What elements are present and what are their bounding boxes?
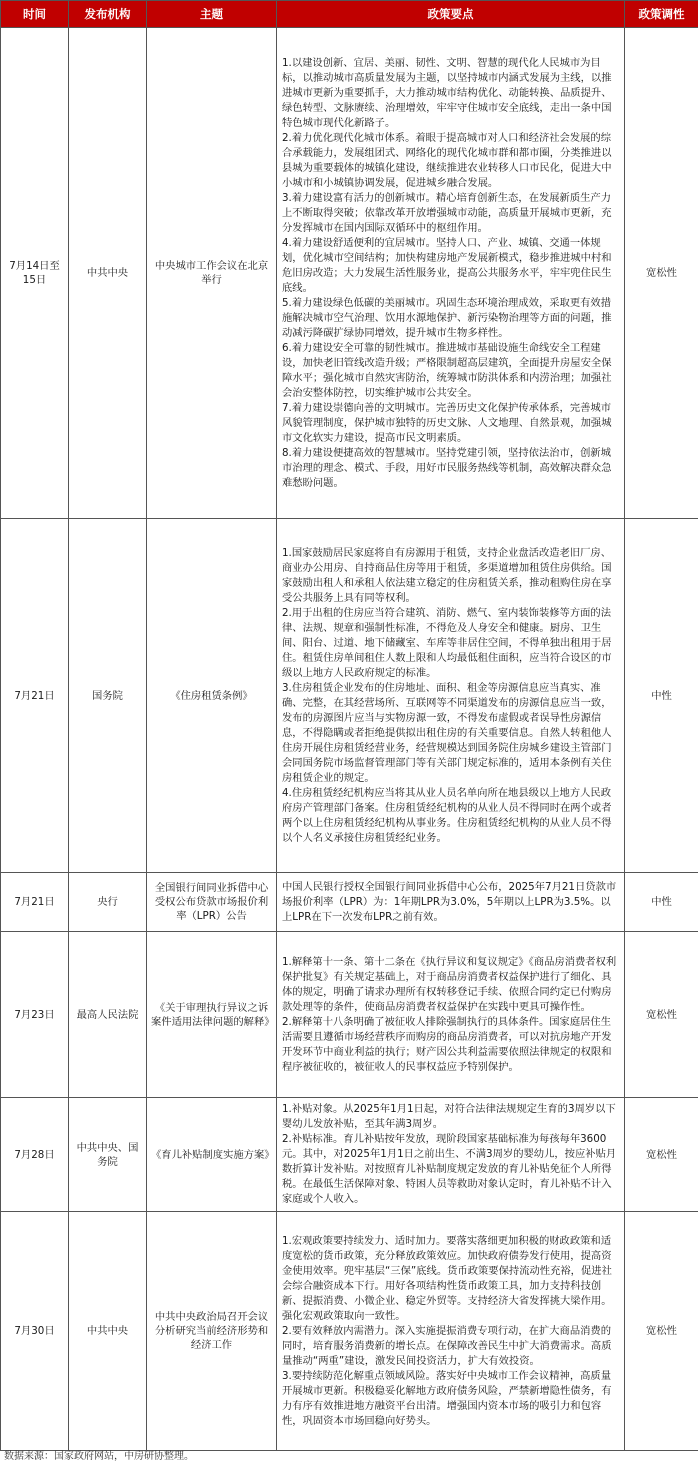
row-agency: 央行 <box>69 873 147 932</box>
row-points <box>277 1098 625 1212</box>
row-topic: 中央城市工作会议在北京举行 <box>147 28 277 519</box>
row-tone: 中性 <box>625 519 698 873</box>
policy-point: 4.着力建设舒适便利的宜居城市。坚持人口、产业、城镇、交通一体规划，优化城市空间结构；加快构建房地产发展新模式，稳步推进城中村和危旧房改造；大力发展生活性服务业，提高公共服务水平，牢牢兜住民生底线。 <box>282 236 612 294</box>
policy-point: 1.补贴对象。从2025年1月1日起，对符合法律法规规定生育的3周岁以下婴幼儿发放补贴，至其年满3周岁。 <box>282 1103 616 1130</box>
row-time: 7月14日至15日 <box>1 28 69 519</box>
row-tone: 中性 <box>625 873 698 932</box>
policy-point: 3.着力建设富有活力的创新城市。精心培育创新生态，在发展新质生产力上不断取得突破；依靠改革开放增强城市动能，高质量开展城市更新，充分发挥城市在国内国际双循环中的枢纽作用。 <box>282 191 612 234</box>
row-topic: 《育儿补贴制度实施方案》 <box>147 1098 277 1212</box>
row-points <box>277 932 625 1098</box>
row-agency: 国务院 <box>69 519 147 873</box>
table-header-row <box>1 1 698 28</box>
row-agency: 中共中央、国务院 <box>69 1098 147 1212</box>
row-tone: 宽松性 <box>625 932 698 1098</box>
policy-point: 1.解释第十一条、第十二条在《执行异议和复议规定》《商品房消费者权利保护批复》有关规定基础上，对于商品房消费者权益保护进行了细化、具体的规定，明确了请求办理所有权转移登记手续、依照合同约定已付购房款处理等的条件，使商品房消费者权益保护在实践中更具可操作性。 <box>282 955 617 1013</box>
table-row <box>1 932 698 1098</box>
row-agency: 中共中央 <box>69 1212 147 1451</box>
row-tone: 宽松性 <box>625 1212 698 1451</box>
policy-point: 5.着力建设绿色低碳的美丽城市。巩固生态环境治理成效，采取更有效措施解决城市空气治理、饮用水源地保护、新污染物治理等方面的问题，推动减污降碳扩绿协同增效，提升城市生物多样性。 <box>282 296 612 339</box>
source-note: 数据来源：国家政府网站，中房研协整理。 <box>4 1451 194 1462</box>
row-time: 7月28日 <box>1 1098 69 1212</box>
policy-point: 8.着力建设便捷高效的智慧城市。坚持党建引领，坚持依法治市，创新城市治理的理念、模式、手段，用好市民服务热线等机制，高效解决群众急难愁盼问题。 <box>282 446 612 489</box>
header-agency: 发布机构 <box>69 1 147 28</box>
policy-point: 3.住房租赁企业发布的住房地址、面积、租金等房源信息应当真实、准确、完整，在其经营场所、互联网等不同渠道发布的房源信息应当一致，发布的房源图片应当与实物房源一致，不得发布虚假或者误导性房源信息，不得隐瞒或者拒绝提供拟出租住房的有关重要信息。自然人转租他人住房开展住房租赁经营业务，经营规模达到国务院住房城乡建设主管部门会同国务院市场监督管理部门等有关部门规定标准的，适用本条例有关住房租赁企业的规定。 <box>282 681 612 784</box>
header-tone: 政策调性 <box>625 1 698 28</box>
header-points: 政策要点 <box>277 1 625 28</box>
row-time: 7月21日 <box>1 873 69 932</box>
policy-point: 7.着力建设崇德向善的文明城市。完善历史文化保护传承体系，完善城市风貌管理制度，保护城市独特的历史文脉、人文地理、自然景观，加强城市文化软实力建设，提高市民文明素质。 <box>282 401 612 444</box>
policy-point: 中国人民银行授权全国银行间同业拆借中心公布，2025年7月21日贷款市场报价利率（LPR）为：1年期LPR为3.0%，5年期以上LPR为3.5%。以上LPR在下一次发布LPR之前有效。 <box>282 880 617 923</box>
row-points <box>277 873 625 932</box>
row-time: 7月21日 <box>1 519 69 873</box>
table-row <box>1 1098 698 1212</box>
row-agency: 中共中央 <box>69 28 147 519</box>
row-time: 7月30日 <box>1 1212 69 1451</box>
row-topic: 《关于审理执行异议之诉案件适用法律问题的解释》 <box>147 932 277 1098</box>
row-points <box>277 519 625 873</box>
row-time: 7月23日 <box>1 932 69 1098</box>
row-agency: 最高人民法院 <box>69 932 147 1098</box>
policy-point: 1.宏观政策要持续发力、适时加力。要落实落细更加积极的财政政策和适度宽松的货币政策，充分释放政策效应。加快政府债券发行使用，提高资金使用效率。兜牢基层“三保”底线。货币政策要保持流动性充裕，促进社会综合融资成本下行。用好各项结构性货币政策工具，加力支持科技创新、提振消费、小微企业、稳定外贸等。支持经济大省发挥挑大梁作用。强化宏观政策取向一致性。 <box>282 1234 612 1322</box>
policy-point: 2.补贴标准。育儿补贴按年发放，现阶段国家基础标准为每孩每年3600元。其中，对2025年1月1日之前出生、不满3周岁的婴幼儿，按应补贴月数折算计发补贴。对按照育儿补贴制度规定发放的育儿补贴免征个人所得税。在最低生活保障对象、特困人员等救助对象认定时，育儿补贴不计入家庭或个人收入。 <box>282 1133 617 1205</box>
header-topic: 主题 <box>147 1 277 28</box>
row-topic: 全国银行间同业拆借中心受权公布贷款市场报价利率（LPR）公告 <box>147 873 277 932</box>
table-row <box>1 1212 698 1451</box>
header-time: 时间 <box>1 1 69 28</box>
policy-point: 1.以建设创新、宜居、美丽、韧性、文明、智慧的现代化人民城市为目标，以推动城市高质量发展为主题，以坚持城市内涵式发展为主线，以推进城市更新为重要抓手，大力推动城市结构优化、动能转换、品质提升、绿色转型、文脉赓续、治理增效，牢牢守住城市安全底线，走出一条中国特色城市现代化新路子。 <box>282 56 612 129</box>
row-points <box>277 1212 625 1451</box>
policy-point: 4.住房租赁经纪机构应当将其从业人员名单向所在地县级以上地方人民政府房产管理部门备案。住房租赁经纪机构的从业人员不得同时在两个或者两个以上住房租赁经纪机构从事业务。住房租赁经纪机构的从业人员不得以个人名义承接住房租赁经纪业务。 <box>282 786 612 844</box>
row-topic: 中共中央政治局召开会议 分析研究当前经济形势和经济工作 <box>147 1212 277 1451</box>
policy-point: 6.着力建设安全可靠的韧性城市。推进城市基础设施生命线安全工程建设，加快老旧管线改造升级；严格限制超高层建筑，全面提升房屋安全保障水平；强化城市自然灾害防治，统筹城市防洪体系和内涝治理；加强社会治安整体防控，切实维护城市公共安全。 <box>282 341 612 399</box>
policy-point: 1.国家鼓励居民家庭将自有房源用于租赁，支持企业盘活改造老旧厂房、商业办公用房、自持商品住房等用于租赁，多渠道增加租赁住房供给。国家鼓励出租人和承租人依法建立稳定的住房租赁关系，推动租购住房在享受公共服务上具有同等权利。 <box>282 546 612 604</box>
policy-point: 2.要有效释放内需潜力。深入实施提振消费专项行动，在扩大商品消费的同时，培育服务消费新的增长点。在保障改善民生中扩大消费需求。高质量推动“两重”建设，激发民间投资活力，扩大有效投资。 <box>282 1324 612 1367</box>
table-row <box>1 519 698 873</box>
policy-point: 3.要持续防范化解重点领域风险。落实好中央城市工作会议精神，高质量开展城市更新。积极稳妥化解地方政府债务风险，严禁新增隐性债务，有力有序有效推进地方融资平台出清。增强国内资本市场的吸引力和包容性，巩固资本市场回稳向好势头。 <box>282 1369 612 1427</box>
table-row <box>1 873 698 932</box>
policy-point: 2.解释第十八条明确了被征收人排除强制执行的具体条件。国家庭居住生活需要且遵循市场经营秩序而购房的商品房消费者，可以对抗房地产开发开发环节中商业利益的执行；财产因公共利益需要依照法律规定的权限和程序被征收的，被征收人的民事权益应予特别保护。 <box>282 1015 612 1073</box>
policy-point: 2.用于出租的住房应当符合建筑、消防、燃气、室内装饰装修等方面的法律、法规、规章和强制性标准，不得危及人身安全和健康。厨房、卫生间、阳台、过道、地下储藏室、车库等非居住空间，不得单独出租用于居住。租赁住房单间租住人数上限和人均最低租住面积，应当符合设区的市级以上地方人民政府规定的标准。 <box>282 606 612 679</box>
policy-point: 2.着力优化现代化城市体系。着眼于提高城市对人口和经济社会发展的综合承载能力，发展组团式、网络化的现代化城市群和都市圈，分类推进以县城为重要载体的城镇化建设，继续推进农业转移人口市民化，促进大中小城市和小城镇协调发展，促进城乡融合发展。 <box>282 131 612 189</box>
row-topic: 《住房租赁条例》 <box>147 519 277 873</box>
table-row <box>1 28 698 519</box>
row-tone: 宽松性 <box>625 28 698 519</box>
row-points <box>277 28 625 519</box>
row-tone: 宽松性 <box>625 1098 698 1212</box>
